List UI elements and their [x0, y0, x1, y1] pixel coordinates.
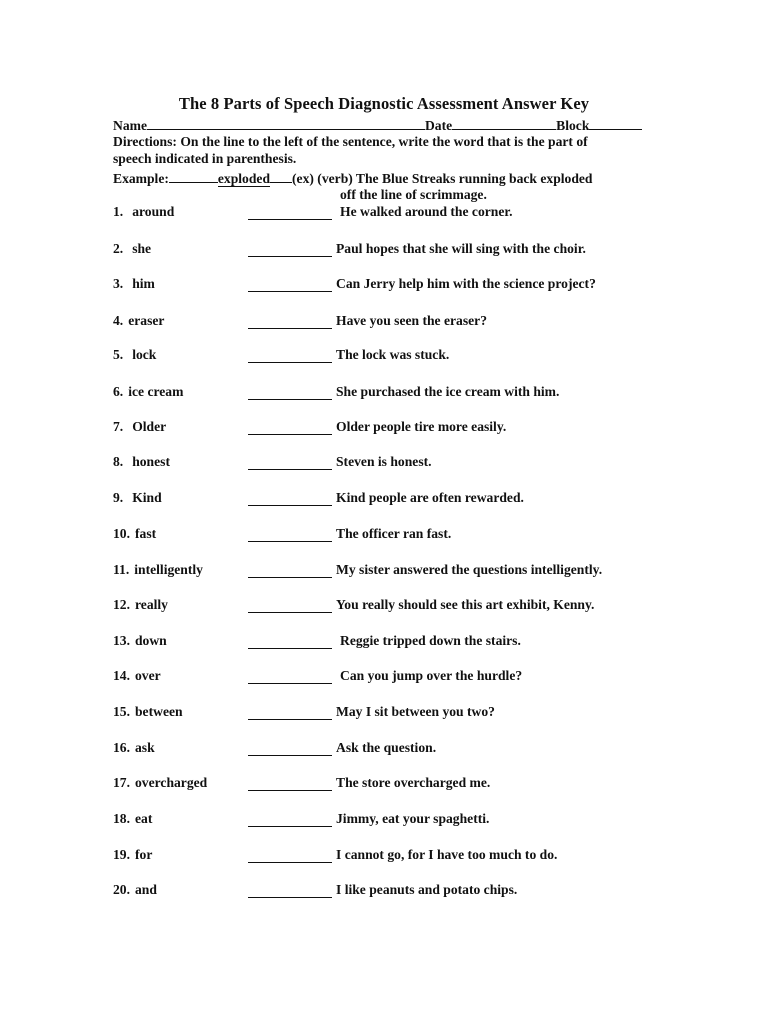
- block-field[interactable]: [589, 116, 642, 130]
- question-word: [113, 526, 156, 542]
- header-fields-row: [113, 116, 642, 134]
- question-word: [113, 490, 162, 506]
- question-word: [113, 775, 207, 791]
- question-target-word: around: [132, 204, 175, 219]
- example-answer: exploded: [217, 171, 271, 186]
- question-number: 4.: [113, 313, 124, 328]
- question-number: 7.: [113, 419, 124, 434]
- example-continuation: off the line of scrimmage.: [340, 187, 487, 202]
- directions-line-1: Directions: On the line to the left of the sentence, write the word that is the part of: [113, 134, 588, 149]
- answer-blank[interactable]: [248, 848, 332, 863]
- block-label: Block: [556, 118, 590, 133]
- question-target-word: honest: [132, 454, 170, 469]
- question-number: 3.: [113, 276, 124, 291]
- question-target-word: overcharged: [135, 775, 208, 790]
- answer-blank[interactable]: [248, 455, 332, 470]
- question-number: 17.: [113, 775, 130, 790]
- question-number: 10.: [113, 526, 130, 541]
- question-number: 9.: [113, 490, 124, 505]
- directions-line-2: speech indicated in parenthesis.: [113, 151, 297, 166]
- question-target-word: eat: [135, 811, 153, 826]
- question-target-word: and: [135, 882, 157, 897]
- question-sentence: I cannot go, for I have too much to do.: [336, 847, 558, 862]
- question-sentence: Can Jerry help him with the science project?: [336, 276, 596, 291]
- question-sentence: May I sit between you two?: [336, 704, 495, 719]
- example-rest: (ex) (verb) The Blue Streaks running back exploded: [292, 171, 593, 186]
- answer-blank[interactable]: [248, 277, 332, 292]
- question-word: [113, 811, 152, 827]
- question-target-word: really: [135, 597, 168, 612]
- answer-blank[interactable]: [248, 669, 332, 684]
- answer-blank[interactable]: [248, 527, 332, 542]
- answer-blank[interactable]: [248, 385, 332, 400]
- question-number: 8.: [113, 454, 124, 469]
- question-sentence: Reggie tripped down the stairs.: [340, 633, 521, 648]
- question-number: 18.: [113, 811, 130, 826]
- page-title: The 8 Parts of Speech Diagnostic Assessment Answer Key: [178, 94, 590, 113]
- question-word: [113, 347, 156, 363]
- question-word: [113, 313, 164, 329]
- question-sentence: You really should see this art exhibit, Kenny.: [336, 597, 595, 612]
- question-word: [113, 597, 168, 613]
- question-number: 16.: [113, 740, 130, 755]
- question-target-word: intelligently: [134, 562, 203, 577]
- example-blank-right: [270, 169, 292, 183]
- question-target-word: him: [132, 276, 155, 291]
- answer-blank[interactable]: [248, 205, 332, 220]
- question-sentence: The store overcharged me.: [336, 775, 491, 790]
- example-label: Example:: [113, 171, 169, 186]
- answer-blank[interactable]: [248, 420, 332, 435]
- question-sentence: Older people tire more easily.: [336, 419, 507, 434]
- question-target-word: eraser: [128, 313, 165, 328]
- question-number: 2.: [113, 241, 124, 256]
- question-sentence: He walked around the corner.: [340, 204, 513, 219]
- date-label: Date: [424, 118, 453, 133]
- question-target-word: she: [132, 241, 152, 256]
- question-sentence: She purchased the ice cream with him.: [336, 384, 560, 399]
- question-word: [113, 562, 203, 578]
- question-number: 19.: [113, 847, 130, 862]
- question-sentence: Ask the question.: [336, 740, 437, 755]
- question-number: 11.: [113, 562, 130, 577]
- example-blank-left: [169, 169, 218, 183]
- answer-blank[interactable]: [248, 776, 332, 791]
- question-target-word: lock: [132, 347, 157, 362]
- question-sentence: Can you jump over the hurdle?: [340, 668, 523, 683]
- answer-blank[interactable]: [248, 598, 332, 613]
- question-target-word: Kind: [132, 490, 162, 505]
- question-target-word: Older: [132, 419, 167, 434]
- question-word: [113, 454, 170, 470]
- question-word: [113, 882, 157, 898]
- question-number: 5.: [113, 347, 124, 362]
- question-word: [113, 419, 166, 435]
- question-sentence: Steven is honest.: [336, 454, 432, 469]
- question-number: 1.: [113, 204, 124, 219]
- example-row: [113, 169, 593, 187]
- answer-blank[interactable]: [248, 883, 332, 898]
- answer-blank[interactable]: [248, 314, 332, 329]
- question-sentence: I like peanuts and potato chips.: [336, 882, 518, 897]
- question-number: 6.: [113, 384, 124, 399]
- question-word: [113, 276, 155, 292]
- question-target-word: between: [135, 704, 183, 719]
- name-label: Name: [113, 118, 147, 133]
- answer-blank[interactable]: [248, 634, 332, 649]
- question-number: 15.: [113, 704, 130, 719]
- name-field[interactable]: [147, 116, 425, 130]
- question-target-word: ask: [135, 740, 155, 755]
- question-number: 20.: [113, 882, 130, 897]
- date-field[interactable]: [452, 116, 556, 130]
- question-sentence: The lock was stuck.: [336, 347, 450, 362]
- question-word: [113, 633, 167, 649]
- question-word: [113, 847, 152, 863]
- question-word: [113, 241, 151, 257]
- answer-blank[interactable]: [248, 741, 332, 756]
- question-sentence: My sister answered the questions intelligently.: [336, 562, 603, 577]
- question-target-word: over: [135, 668, 161, 683]
- question-word: [113, 704, 183, 720]
- question-sentence: Jimmy, eat your spaghetti.: [336, 811, 490, 826]
- answer-blank[interactable]: [248, 491, 332, 506]
- question-sentence: Kind people are often rewarded.: [336, 490, 524, 505]
- question-number: 12.: [113, 597, 130, 612]
- answer-blank[interactable]: [248, 563, 332, 578]
- question-word: [113, 384, 183, 400]
- question-number: 13.: [113, 633, 130, 648]
- answer-blank[interactable]: [248, 348, 332, 363]
- question-target-word: down: [135, 633, 167, 648]
- question-target-word: ice cream: [128, 384, 184, 399]
- question-word: [113, 740, 155, 756]
- question-target-word: for: [135, 847, 153, 862]
- question-sentence: Have you seen the eraser?: [336, 313, 488, 328]
- answer-blank[interactable]: [248, 705, 332, 720]
- question-sentence: The officer ran fast.: [336, 526, 452, 541]
- question-sentence: Paul hopes that she will sing with the choir.: [336, 241, 586, 256]
- question-word: [113, 204, 174, 220]
- question-number: 14.: [113, 668, 130, 683]
- answer-blank[interactable]: [248, 812, 332, 827]
- answer-blank[interactable]: [248, 242, 332, 257]
- question-target-word: fast: [135, 526, 157, 541]
- question-word: [113, 668, 161, 684]
